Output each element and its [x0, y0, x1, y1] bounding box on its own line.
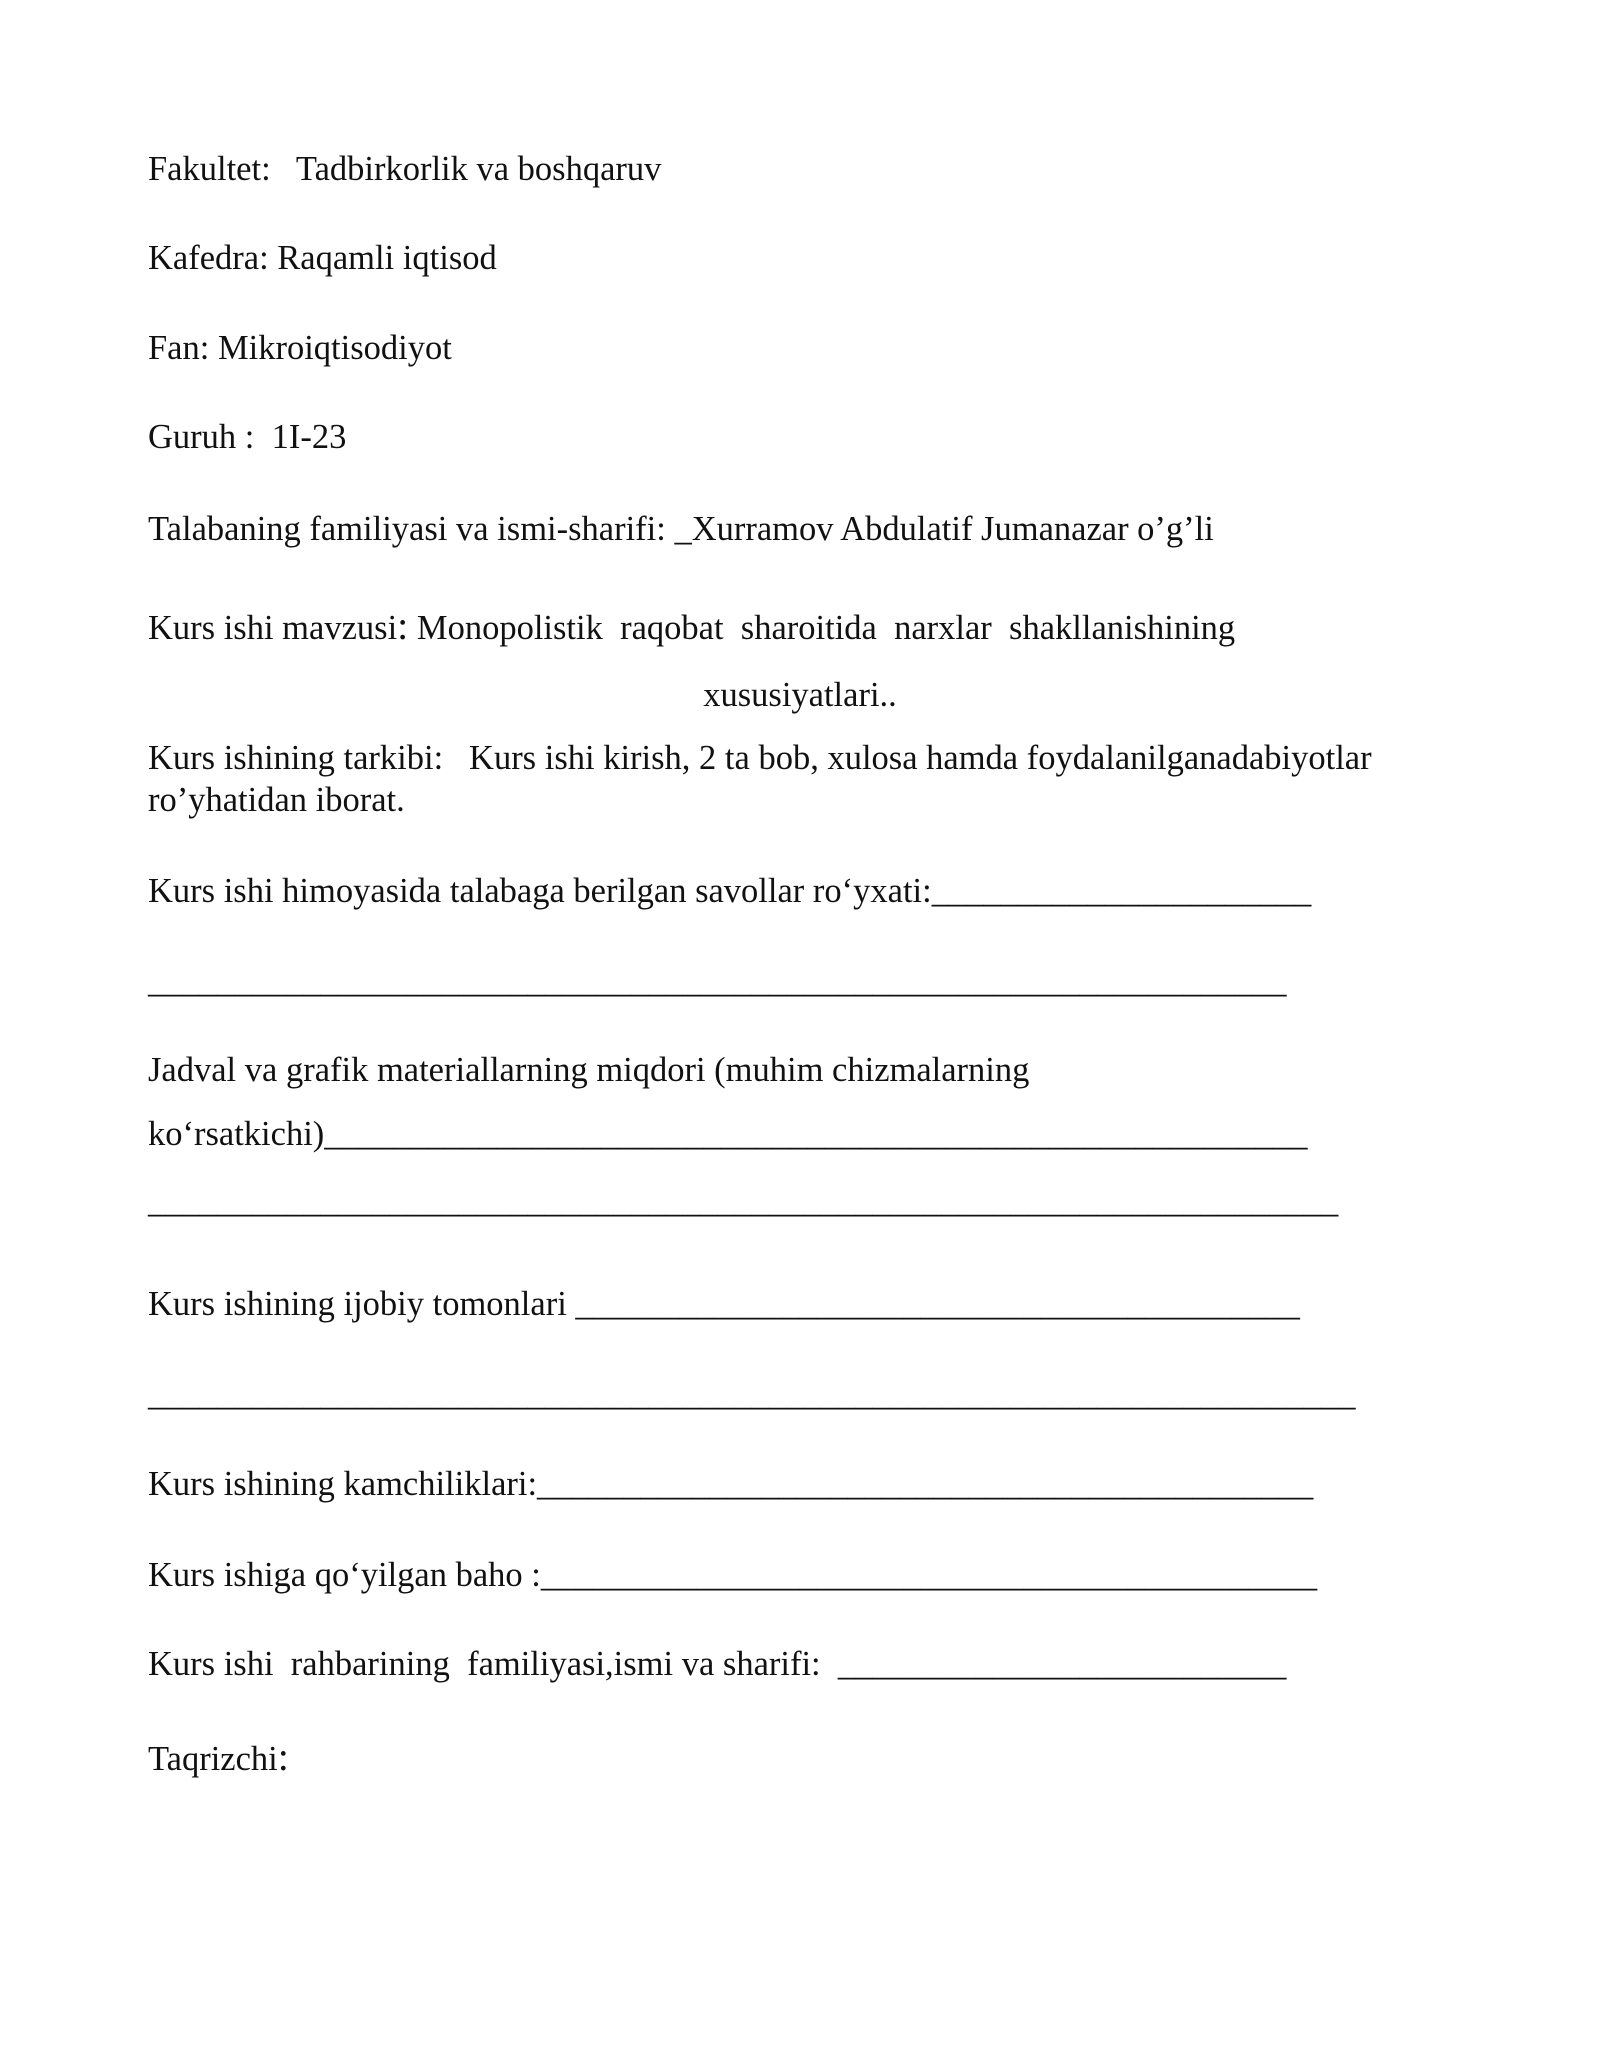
mavzu-colon: :	[397, 603, 409, 648]
fan-line: Fan: Mikroiqtisodiyot	[148, 329, 452, 367]
talaba-name-line: Talabaning familiyasi va ismi-sharifi: _Xurramov Abdulatif Jumanazar o’g’li	[148, 510, 1214, 548]
savollar-line: Kurs ishi himoyasida talabaga berilgan savollar ro‘yxati:______________________	[148, 872, 1312, 910]
jadval-line-1: Jadval va grafik materiallarning miqdori (muhim chizmalarning	[148, 1051, 1030, 1089]
savollar-blank-line: __________________________________________________________________	[148, 962, 1287, 1000]
mavzu-label: Kurs ishi mavzusi	[148, 609, 398, 647]
guruh-line: Guruh : 1I-23	[148, 418, 347, 456]
mavzu-text: Monopolistik raqobat sharoitida narxlar shakllanishining	[408, 609, 1236, 647]
ijobiy-blank-line: ______________________________________________________________________	[148, 1375, 1356, 1413]
taqrizchi-colon: :	[277, 1734, 289, 1779]
ijobiy-line: Kurs ishining ijobiy tomonlari __________________________________________	[148, 1285, 1300, 1323]
taqrizchi-line	[148, 1736, 289, 1780]
tarkib-line-1: Kurs ishining tarkibi: Kurs ishi kirish, 2 ta bob, xulosa hamda foydalanilganadabiyotlar	[148, 739, 1372, 777]
kafedra-line: Kafedra: Raqamli iqtisod	[148, 239, 497, 277]
rahbar-line: Kurs ishi rahbarining familiyasi,ismi va sharifi: __________________________	[148, 1645, 1287, 1683]
jadval-line-2: ko‘rsatkichi)_________________________________________________________	[148, 1115, 1308, 1153]
tarkib-line-2: ro’yhatidan iborat.	[148, 781, 405, 819]
mavzu-line	[148, 605, 1235, 649]
baho-line: Kurs ishiga qo‘yilgan baho :_____________________________________________	[148, 1556, 1318, 1594]
taqrizchi-label: Taqrizchi	[148, 1740, 278, 1778]
fakultet-line: Fakultet: Tadbirkorlik va boshqaruv	[148, 150, 662, 188]
kamchilik-line: Kurs ishining kamchiliklari:_____________________________________________	[148, 1465, 1314, 1503]
jadval-blank-line: _____________________________________________________________________	[148, 1182, 1339, 1220]
mavzu-continuation: xususiyatlari..	[703, 676, 897, 714]
